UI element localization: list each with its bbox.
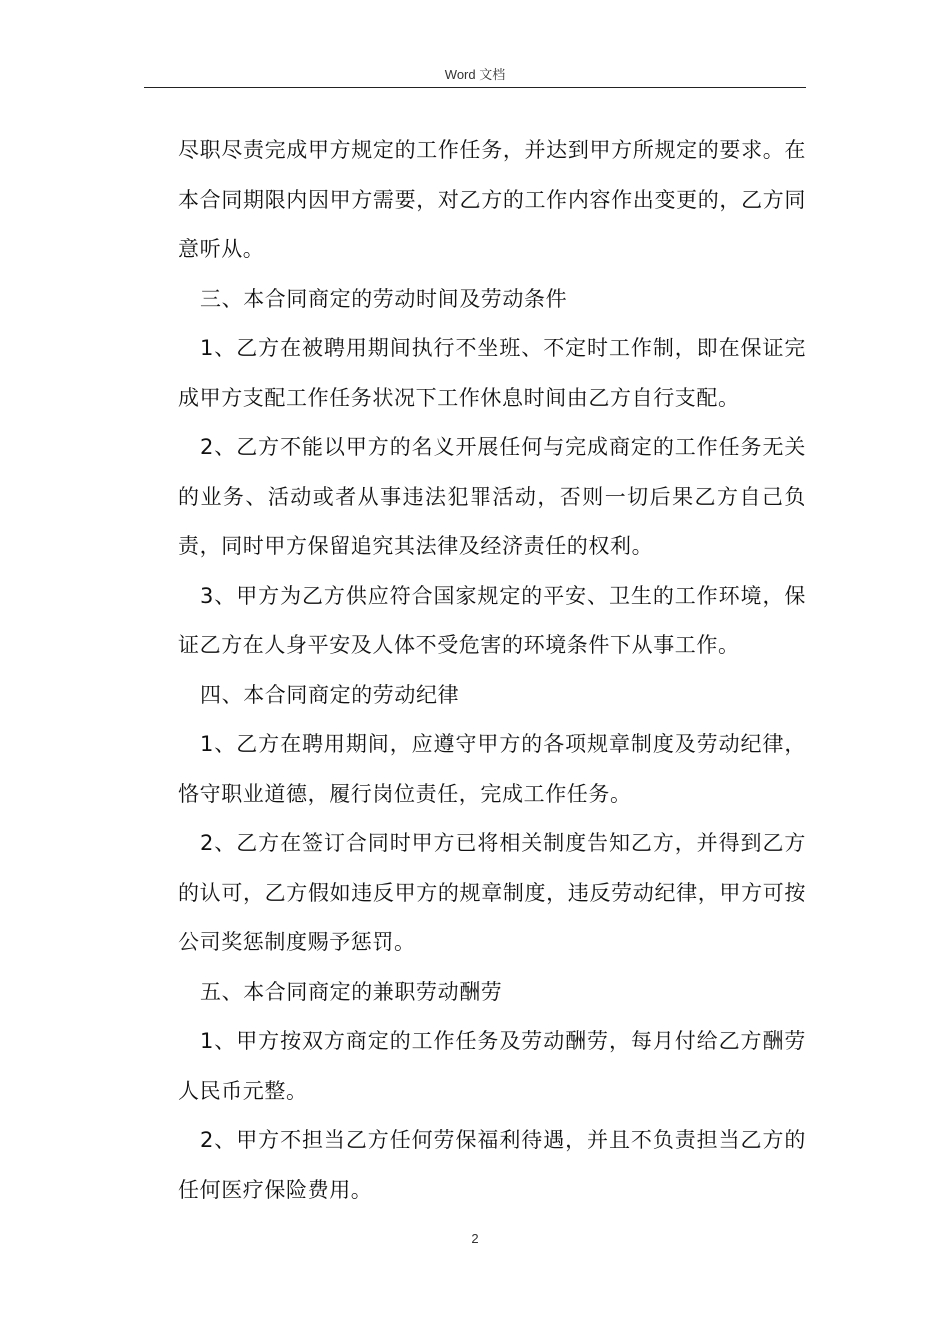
section-heading-3: 三、本合同商定的劳动时间及劳动条件	[200, 286, 568, 311]
page-number: 2	[471, 1231, 479, 1246]
section-heading-4: 四、本合同商定的劳动纪律	[200, 682, 460, 707]
page-header-title: Word 文档	[444, 67, 506, 82]
paragraph: 2、乙方不能以甲方的名义开展任何与完成商定的工作任务无关的业务、活动或者从事违法犯罪活动，否则一切后果乙方自己负责，同时甲方保留追究其法律及经济责任的权利。	[178, 435, 806, 558]
document-body	[178, 126, 806, 1215]
paragraph: 1、甲方按双方商定的工作任务及劳动酬劳，每月付给乙方酬劳人民币元整。	[178, 1029, 806, 1103]
paragraph: 3、甲方为乙方供应符合国家规定的平安、卫生的工作环境，保证乙方在人身平安及人体不受危害的环境条件下从事工作。	[178, 583, 806, 657]
header-divider	[144, 87, 806, 88]
paragraph: 1、乙方在被聘用期间执行不坐班、不定时工作制，即在保证完成甲方支配工作任务状况下工作休息时间由乙方自行支配。	[178, 336, 806, 410]
paragraph: 尽职尽责完成甲方规定的工作任务，并达到甲方所规定的要求。在本合同期限内因甲方需要，对乙方的工作内容作出变更的，乙方同意听从。	[178, 138, 806, 261]
paragraph: 1、乙方在聘用期间，应遵守甲方的各项规章制度及劳动纪律，恪守职业道德，履行岗位责任，完成工作任务。	[178, 732, 806, 806]
paragraph: 2、乙方在签订合同时甲方已将相关制度告知乙方，并得到乙方的认可，乙方假如违反甲方的规章制度，违反劳动纪律，甲方可按公司奖惩制度赐予惩罚。	[178, 831, 806, 954]
section-heading-5: 五、本合同商定的兼职劳动酬劳	[200, 979, 503, 1004]
paragraph: 2、甲方不担当乙方任何劳保福利待遇，并且不负责担当乙方的任何医疗保险费用。	[178, 1128, 806, 1202]
